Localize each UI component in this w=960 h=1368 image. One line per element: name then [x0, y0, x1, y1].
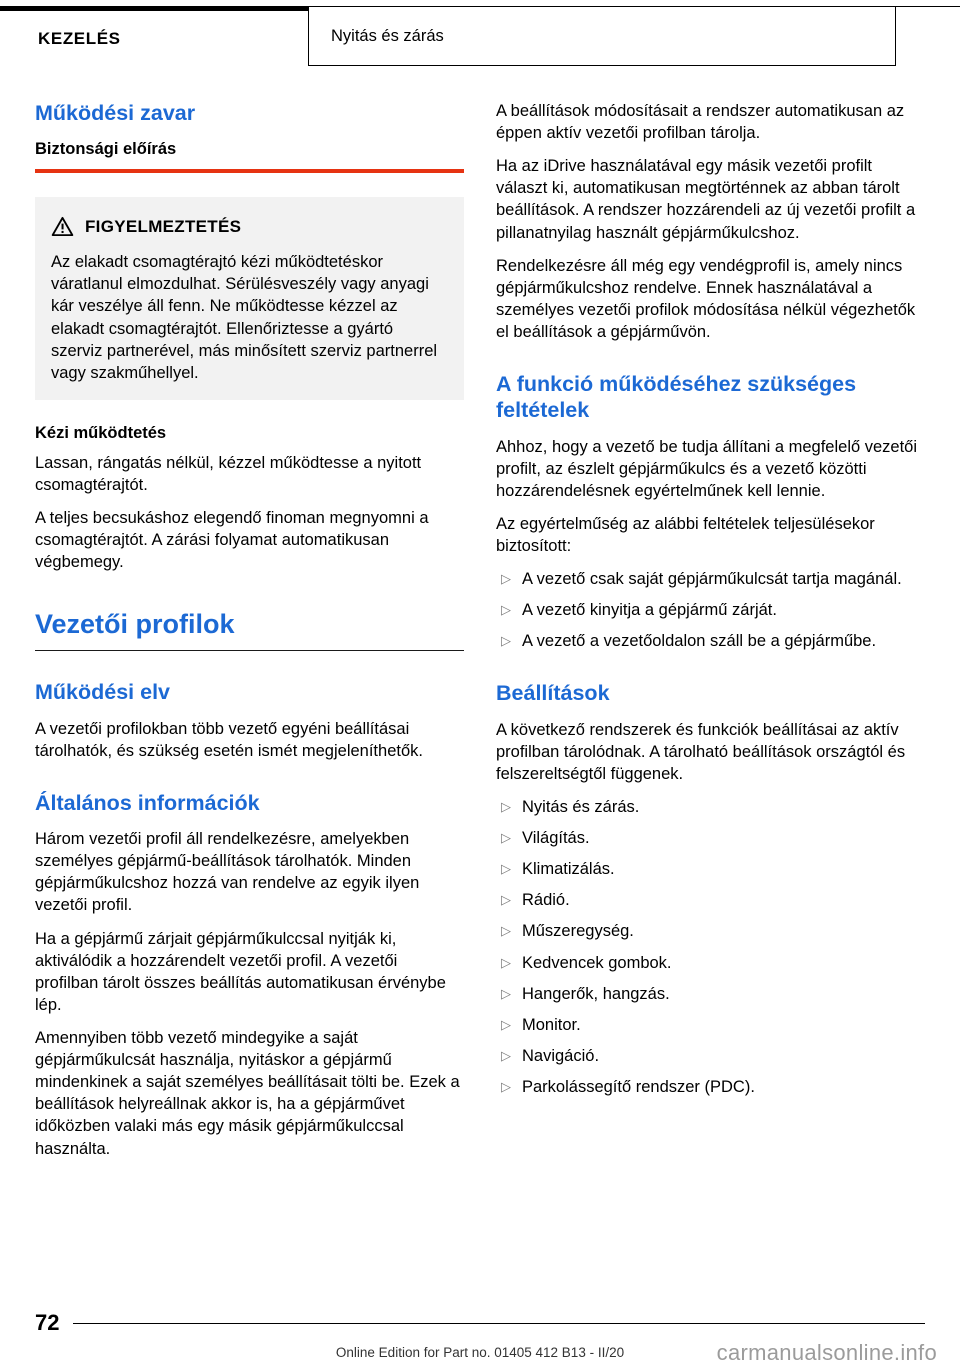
list-item: [496, 1045, 925, 1067]
triangle-bullet-icon: ▷: [501, 954, 511, 970]
section-title: Nyitás és zárás: [331, 26, 444, 45]
paragraph: Ha az iDrive használatával egy másik vezetői profilt választ ki, automatikusan megtörténnek az abban tárolt beállítások. A rendszer hozzárendeli az új vezetői profilt a pillanatnyilag használt gépjárműkulcshoz.: [496, 157, 916, 242]
left-column: [35, 100, 464, 1171]
list-item-text: A vezető a vezetőoldalon száll be a gépjárműbe.: [522, 632, 877, 651]
list-item-text: Rádió.: [522, 891, 570, 910]
list-item: [496, 858, 925, 880]
page-header: [0, 6, 960, 66]
warning-title: FIGYELMEZTETÉS: [85, 216, 242, 236]
paragraph: A beállítások módosításait a rendszer automatikusan az éppen aktív vezetői profilban tárolja.: [496, 102, 905, 143]
triangle-bullet-icon: ▷: [501, 571, 511, 587]
list-item: [496, 1014, 925, 1036]
triangle-bullet-icon: ▷: [501, 1078, 511, 1094]
list-item-text: Műszeregység.: [522, 922, 634, 941]
warning-header: [51, 215, 448, 238]
edition-note: Online Edition for Part no. 01405 412 B13 - II/20: [335, 1345, 625, 1360]
heading-settings: Beállítások: [496, 681, 610, 706]
list-item: [496, 796, 925, 818]
triangle-bullet-icon: ▷: [501, 861, 511, 877]
safety-rule-divider: [35, 169, 464, 173]
list-item: [496, 599, 925, 621]
settings-list: [496, 796, 925, 1098]
paragraph: Lassan, rángatás nélkül, kézzel működtesse a nyitott csomagtérajtót.: [35, 453, 422, 494]
list-item-text: Kedvencek gombok.: [522, 953, 672, 972]
paragraph: A következő rendszerek és funkciók beállításai az aktív profilban tárolódnak. A tárolható beállítások országtól és felszereltségtől függenek.: [496, 720, 906, 783]
watermark-text: carmanualsonline.info: [716, 1340, 937, 1365]
list-item: [496, 1076, 925, 1098]
paragraph: Rendelkezésre áll még egy vendégprofil is, amely nincs gépjárműkulcshoz rendelve. Ennek használatával a személyes vezetői profilok módosítása nélkül végezhetők el beállítások a gépjárművön.: [496, 256, 916, 341]
list-item: [496, 630, 925, 652]
triangle-bullet-icon: ▷: [501, 923, 511, 939]
paragraph: A teljes becsukáshoz elegendő finoman megnyomni a csomagtérajtót. A zárási folyamat automatikusan végbemegy.: [35, 509, 429, 572]
paragraph: A vezetői profilokban több vezető egyéni beállításai tárolhatók, és szükség esetén ismét megjeleníthetők.: [35, 719, 423, 760]
triangle-bullet-icon: ▷: [501, 892, 511, 908]
triangle-bullet-icon: ▷: [501, 1047, 511, 1063]
list-item: [496, 568, 925, 590]
footer-divider: [73, 1323, 925, 1324]
heading-malfunction: Működési zavar: [35, 101, 196, 125]
list-item-text: Világítás.: [522, 829, 590, 848]
paragraph: Három vezetői profil áll rendelkezésre, amelyekben személyes gépjármű-beállítások tárolhatók. Minden gépjárműkulcshoz hozzá van rendelve az egyik ilyen vezetői profil.: [35, 830, 420, 915]
triangle-bullet-icon: ▷: [501, 830, 511, 846]
header-section-cell: [308, 6, 896, 66]
header-right-cell: [896, 6, 960, 66]
list-item-text: Monitor.: [522, 1015, 581, 1034]
right-column: [496, 100, 925, 1171]
list-item: [496, 827, 925, 849]
list-item-text: Nyitás és zárás.: [522, 797, 640, 816]
header-chapter-cell: [0, 6, 308, 66]
paragraph: Az egyértelműség az alábbi feltételek teljesülésekor biztosított:: [496, 514, 875, 555]
heading-operating-principle: Működési elv: [35, 680, 171, 705]
triangle-bullet-icon: ▷: [501, 798, 511, 814]
triangle-bullet-icon: ▷: [501, 985, 511, 1001]
heading-manual-operation: Kézi működtetés: [35, 423, 167, 442]
conditions-list: [496, 568, 925, 652]
triangle-bullet-icon: ▷: [501, 633, 511, 649]
triangle-bullet-icon: ▷: [501, 1016, 511, 1032]
warning-triangle-icon: [51, 215, 74, 238]
list-item-text: Klimatizálás.: [522, 860, 615, 879]
paragraph: Amennyiben több vezető mindegyike a saját gépjárműkulcsát használja, nyitáskor a gépjármű mindenkinek a saját személyes beállításait tölti be. Ezek a beállítások helyreállnak akkor is, ha a gépjárművet időközben valaki más egy másik gépjárműkulccsal használta.: [35, 1028, 460, 1158]
page-content: [35, 100, 925, 1171]
list-item: [496, 920, 925, 942]
warning-box: [35, 197, 464, 400]
footer-rule-row: [35, 1310, 925, 1336]
list-item-text: Parkolássegítő rendszer (PDC).: [522, 1077, 755, 1096]
list-item: [496, 952, 925, 974]
list-item: [496, 889, 925, 911]
page-footer: [35, 1310, 937, 1365]
safety-instruction-label: Biztonsági előírás: [35, 140, 177, 159]
list-item-text: A vezető kinyitja a gépjármű zárját.: [522, 601, 777, 620]
heading-general-information: Általános információk: [35, 790, 260, 815]
paragraph: Ahhoz, hogy a vezető be tudja állítani a megfelelő vezetői profilt, az észlelt gépjárműkulcs és a vezető közötti hozzárendelésnek egyértelműnek kell lennie.: [496, 437, 918, 500]
paragraph: Ha a gépjármű zárjait gépjárműkulccsal nyitják ki, aktiválódik a hozzárendelt vezetői profil. A vezetői profilban tárolt összes beállítás automatikusan érvénybe lép.: [35, 929, 446, 1014]
warning-body: Az elakadt csomagtérajtó kézi működtetéskor váratlanul elmozdulhat. Sérülésveszély vagy anyagi kár veszélye áll fenn. Ne működtesse kézzel az elakadt csomagtérajtót. Ellenőriztesse a gyártó szerviz partnerével, más minősített szerviz partnerrel vagy szakműhellyel.: [51, 253, 438, 382]
list-item-text: Hangerők, hangzás.: [522, 984, 670, 1003]
list-item: [496, 983, 925, 1005]
triangle-bullet-icon: ▷: [501, 602, 511, 618]
list-item-text: Navigáció.: [522, 1046, 600, 1065]
list-item-text: A vezető csak saját gépjárműkulcsát tartja magánál.: [522, 570, 902, 589]
chapter-title: KEZELÉS: [38, 28, 121, 48]
page-number: 72: [35, 1310, 60, 1335]
manual-page: [0, 6, 960, 1368]
heading-driver-profiles: Vezetői profilok: [35, 609, 464, 651]
heading-function-conditions: A funkció működéséhez szükséges feltételek: [496, 372, 857, 423]
